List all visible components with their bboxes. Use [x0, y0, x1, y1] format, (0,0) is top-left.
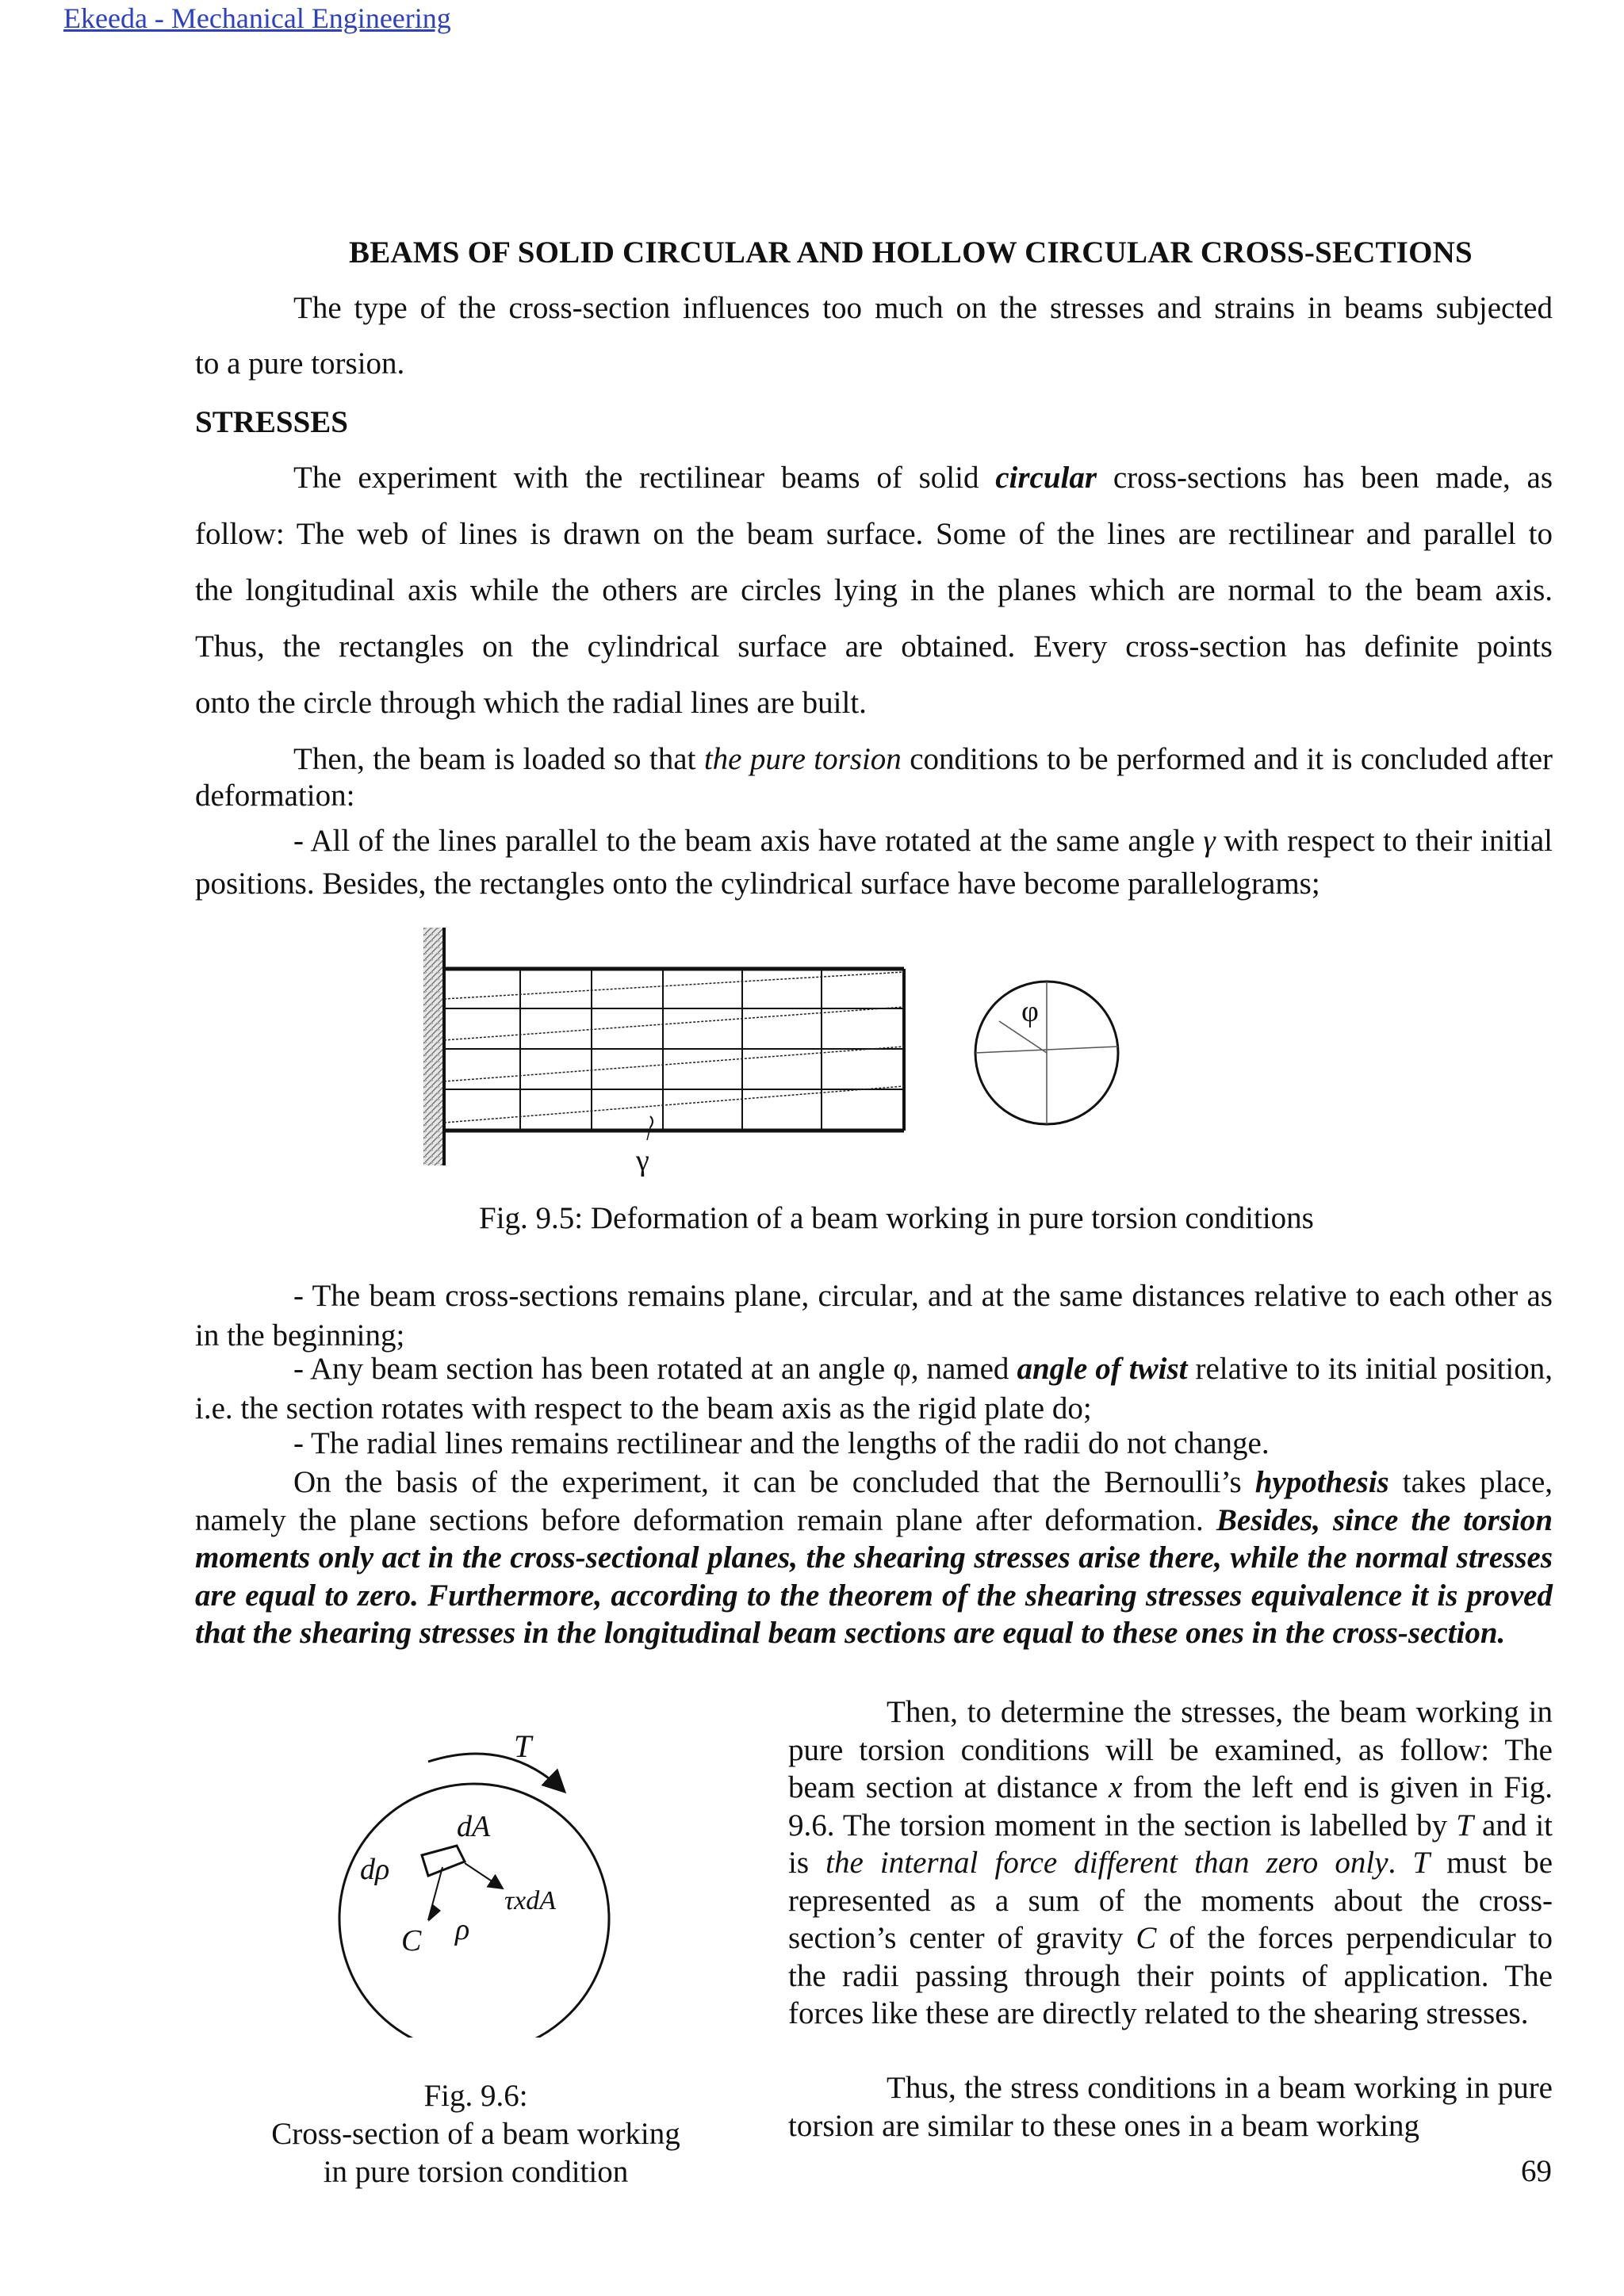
gamma-arc — [650, 1116, 653, 1127]
para1-line-5: onto the circle through which the radial lines are built. — [195, 686, 867, 720]
para1-line-4: Thus, the rectangles on the cylindrical surface are obtained. Every cross-section has definite points — [195, 629, 1553, 664]
fig-9-5-diagram — [412, 928, 1142, 1181]
bullet-1: - All of the lines parallel to the beam axis have rotated at the same angle γ with respect to their initial positions. Besides, the rectangles onto the cylindrical surface have become parallelograms; — [195, 824, 1553, 901]
fig-9-5-caption: Fig. 9.5: Deformation of a beam working in pure torsion conditions — [479, 1201, 1314, 1235]
intro-line-1: The type of the cross-section influences too much on the stresses and strains in beams subjected — [293, 291, 1553, 325]
rho-label: ρ — [455, 1913, 470, 1946]
drho-label: dρ — [360, 1853, 390, 1886]
tau-label: τxdA — [504, 1886, 557, 1915]
shear-force-arrow — [465, 1863, 503, 1888]
para5: Thus, the stress conditions in a beam working in pure torsion are similar to these ones in a beam working — [788, 2071, 1553, 2143]
bullet-4: - The radial lines remains rectilinear and the lengths of the radii do not change. — [293, 1426, 1270, 1460]
para3: On the basis of the experiment, it can be concluded that the Bernoulli’s hypothesis takes place, namely the plane sections before deformation remain plane after deformation. Besides, since the torsion moments only act in the cross-sectional planes, the shearing stresses arise there, while the normal stresses are equal to zero. Furthermore, according to the theorem of the shearing stresses equivalence it is proved that the shearing stresses in the longitudinal beam sections are equal to these ones in the cross-section. — [195, 1465, 1553, 1650]
page-title: BEAMS OF SOLID CIRCULAR AND HOLLOW CIRCULAR CROSS-SECTIONS — [349, 235, 1473, 270]
bullet-2: - The beam cross-sections remains plane, circular, and at the same distances relative to each other as in the beginning; — [195, 1279, 1553, 1353]
header-link[interactable]: Ekeeda - Mechanical Engineering — [63, 2, 451, 34]
para1-line-2: follow: The web of lines is drawn on the beam surface. Some of the lines are rectilinear and parallel to — [195, 517, 1553, 551]
area-element — [422, 1846, 465, 1876]
rotated-lines — [444, 972, 904, 1123]
fig-9-6-diagram — [301, 1720, 619, 2038]
beam-body — [444, 969, 904, 1131]
fig-9-6-caption — [190, 2077, 761, 2191]
para2: Then, the beam is loaded so that the pure torsion conditions to be performed and it is concluded after deformation: — [195, 742, 1553, 813]
para1-line-1: The experiment with the rectilinear beams of solid circular cross-sections has been made, as — [293, 461, 1553, 495]
fig-9-6-caption-line-3: in pure torsion condition — [323, 2155, 629, 2189]
bullet-3: - Any beam section has been rotated at an angle φ, named angle of twist relative to its initial position, i.e. the section rotates with respect to the beam axis as the rigid plate do; — [195, 1352, 1553, 1425]
fig-9-6-caption-line-1: Fig. 9.6: — [423, 2079, 528, 2113]
fixed-support-hatch — [423, 928, 442, 1165]
para4: Then, to determine the stresses, the beam working in pure torsion conditions will be examined, as follow: The beam section at distance x from the left end is given in Fig. 9.6. The torsion moment in the section is labelled by T and it is the internal force different than zero only. T must be represented as a sum of the moments about the cross-section’s center of gravity C of the forces perpendicular to the radii passing through their points of application. The forces like these are directly related to the shearing stresses. — [788, 1695, 1553, 2030]
phi-label: φ — [1021, 995, 1039, 1028]
torque-label: T — [514, 1728, 532, 1764]
page-number: 69 — [1521, 2154, 1552, 2188]
intro-line-2: to a pure torsion. — [195, 346, 405, 381]
center-C-label: C — [401, 1924, 422, 1957]
dA-label: dA — [457, 1810, 491, 1843]
fig-9-6-caption-line-2: Cross-section of a beam working — [271, 2117, 680, 2151]
para1-line-3: the longitudinal axis while the others are circles lying in the planes which are normal to the beam axis. — [195, 573, 1553, 607]
gamma-label: γ — [636, 1144, 649, 1177]
section-heading: STRESSES — [195, 405, 348, 439]
